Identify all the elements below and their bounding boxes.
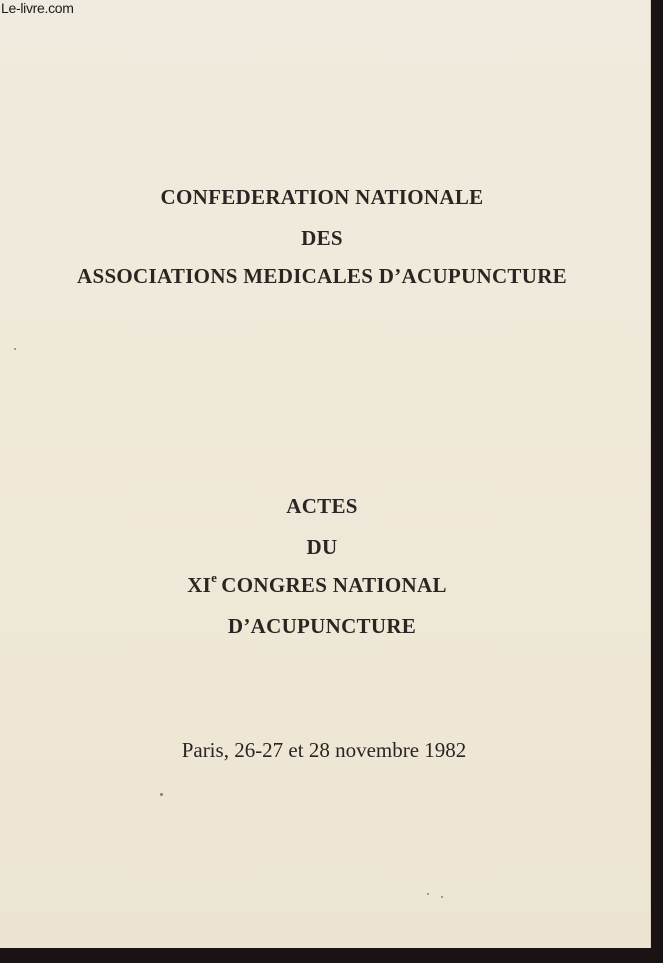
paper-speck <box>160 793 163 796</box>
organization-line-1: CONFEDERATION NATIONALE <box>160 185 484 209</box>
title-line-3 <box>0 570 642 598</box>
paper-speck <box>14 348 16 350</box>
paper-speck <box>427 893 429 895</box>
event-date: Paris, 26-27 et 28 novembre 1982 <box>181 738 467 762</box>
title-line-3-rest: CONGRES NATIONAL <box>221 573 447 597</box>
title-superscript: e <box>211 570 218 585</box>
title-line-4: D’ACUPUNCTURE <box>227 614 417 638</box>
watermark-text: Le-livre.com <box>1 0 74 16</box>
title-line-1: ACTES <box>286 494 358 518</box>
title-line-2: DU <box>306 535 338 559</box>
title-roman-numeral: XI <box>187 573 212 597</box>
organization-line-2: DES <box>301 226 343 250</box>
organization-line-3: ASSOCIATIONS MEDICALES D’ACUPUNCTURE <box>77 264 567 288</box>
paper-speck <box>441 896 443 898</box>
